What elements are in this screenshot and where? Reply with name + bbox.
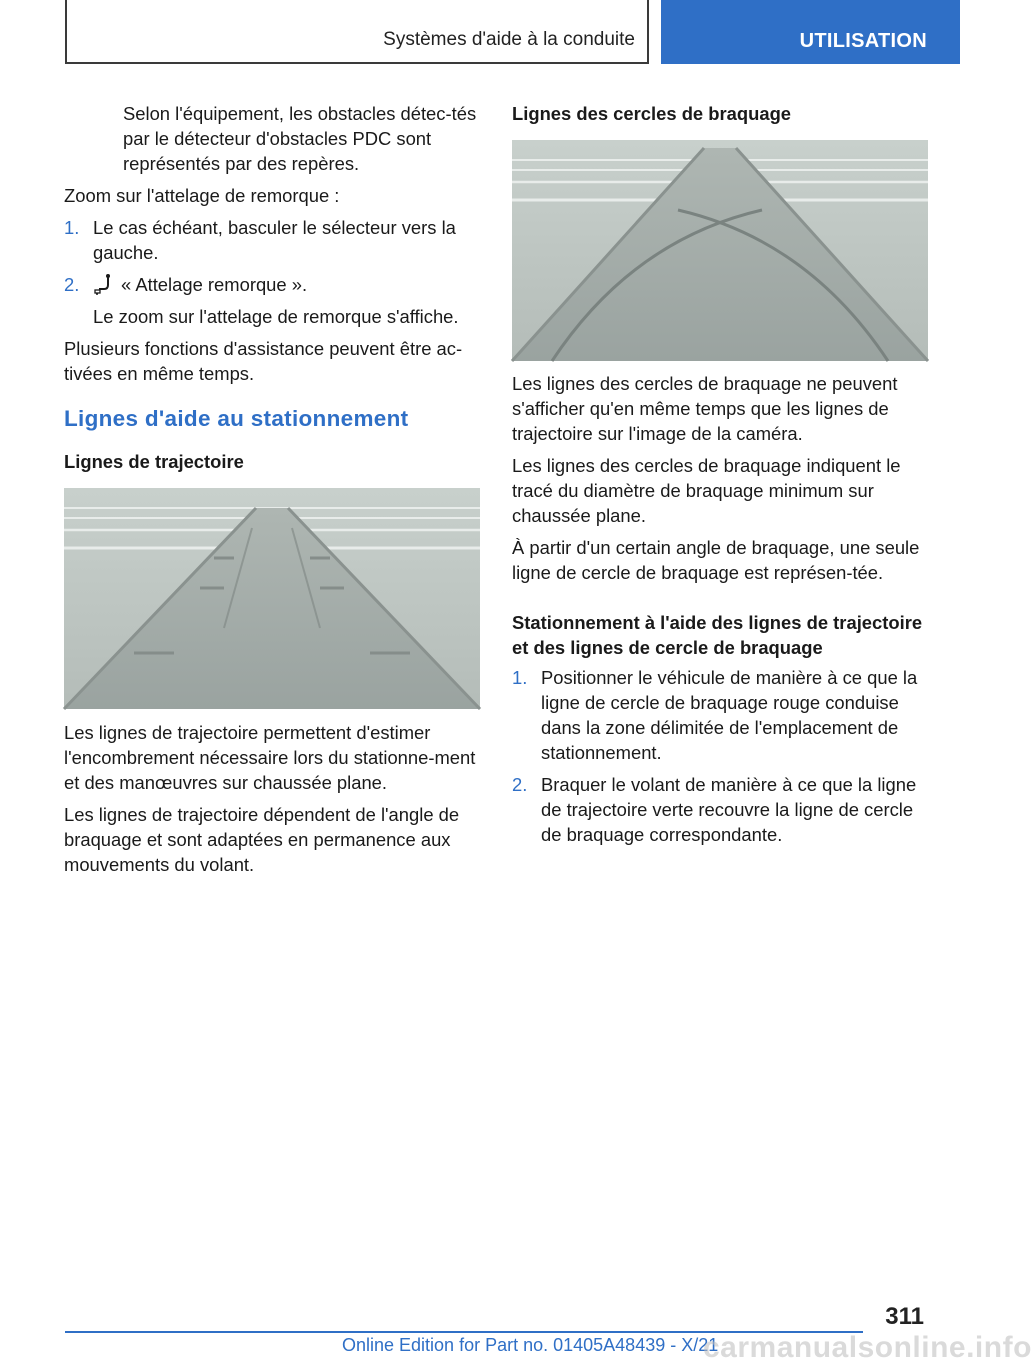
list-item — [64, 272, 480, 297]
zoom-intro: Zoom sur l'attelage de remorque : — [64, 185, 340, 206]
pdc-note: Selon l'équipement, les obstacles détec-tés par le détecteur d'obstacles PDC sont représentés par des repères. — [123, 103, 477, 174]
subsection-heading: Lignes de trajectoire — [64, 451, 244, 472]
turning-circle-lines-image — [512, 140, 928, 361]
step-number: 1. — [512, 667, 528, 688]
section-heading: Lignes d'aide au stationnement — [64, 406, 409, 431]
chapter-tab[interactable] — [661, 0, 960, 64]
trajectory-desc-2: Les lignes de trajectoire dépendent de l'angle de braquage et sont adaptées en permanence aux mouvements du volant. — [64, 804, 460, 875]
left-column — [64, 101, 480, 884]
step-text: Positionner le véhicule de manière à ce que la ligne de cercle de braquage rouge conduise dans la zone délimitée de l'emplacement de stationnement. — [541, 667, 918, 763]
turning-desc-2: Les lignes des cercles de braquage indiquent le tracé du diamètre de braquage minimum sur chaussée plane. — [512, 455, 901, 526]
step-text: Braquer le volant de manière à ce que la ligne de trajectoire verte recouvre la ligne de cercle de braquage correspondante. — [541, 774, 917, 845]
trajectory-lines-image — [64, 488, 480, 709]
section-title: Systèmes d'aide à la conduite — [383, 29, 635, 50]
footer-edition: Online Edition for Part no. 01405A48439 - X/21 — [342, 1335, 719, 1355]
list-item — [64, 215, 480, 265]
page-number: 311 — [885, 1303, 924, 1330]
turning-desc-3: À partir d'un certain angle de braquage, une seule ligne de cercle de braquage est représen-tée. — [512, 537, 920, 583]
step-text: « Attelage remorque ». — [121, 274, 308, 295]
watermark: carmanualsonline.info — [703, 1331, 1032, 1364]
turning-desc-1: Les lignes des cercles de braquage ne peuvent s'afficher qu'en même temps que les lignes de trajectoire sur l'image de la caméra. — [512, 373, 898, 444]
turning-circle-heading: Lignes des cercles de braquage — [512, 103, 792, 124]
step-number: 2. — [512, 774, 528, 795]
trailer-hitch-icon — [93, 273, 115, 295]
assist-note: Plusieurs fonctions d'assistance peuvent être ac-tivées en même temps. — [64, 338, 463, 384]
step-number: 1. — [64, 217, 80, 238]
step-number: 2. — [64, 274, 80, 295]
parking-heading: Stationnement à l'aide des lignes de trajectoire et des lignes de cercle de braquage — [512, 612, 923, 658]
chapter-tab-label: UTILISATION — [799, 30, 927, 52]
list-item — [512, 665, 928, 765]
list-item — [512, 772, 928, 847]
right-column — [512, 101, 928, 854]
header-section-box — [65, 0, 649, 64]
step-text: Le cas échéant, basculer le sélecteur vers la gauche. — [93, 217, 456, 263]
step-result: Le zoom sur l'attelage de remorque s'affiche. — [93, 306, 459, 327]
trajectory-desc-1: Les lignes de trajectoire permettent d'estimer l'encombrement nécessaire lors du stationne-ment et des manœuvres sur chaussée plane. — [64, 722, 476, 793]
